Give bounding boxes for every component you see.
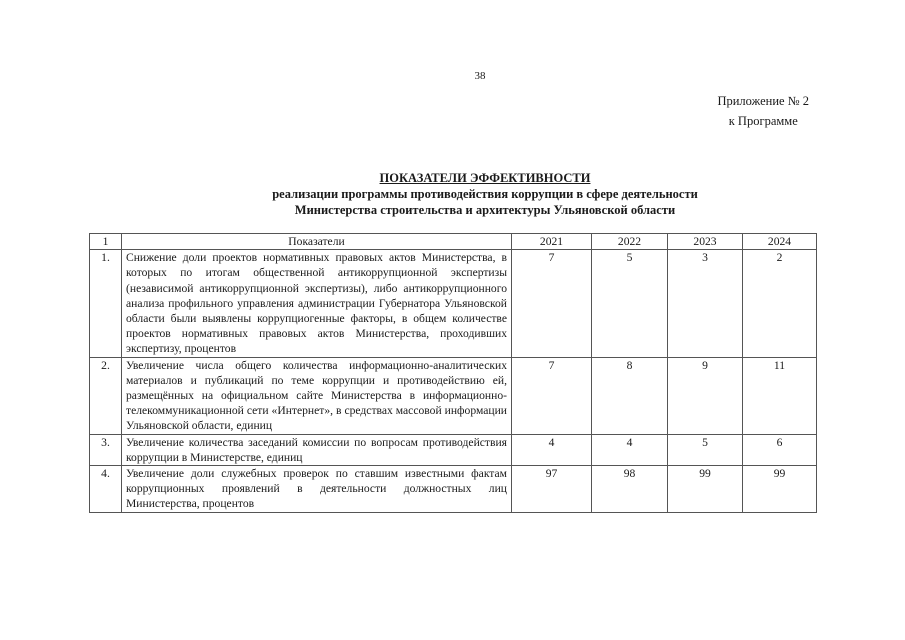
table-header-row — [90, 234, 817, 250]
value-2024: 2 — [743, 250, 817, 357]
value-2024: 6 — [743, 434, 817, 465]
appendix-line-1: Приложение № 2 — [717, 94, 809, 108]
value-2021: 7 — [512, 250, 592, 357]
value-2021: 97 — [512, 466, 592, 513]
header-cell: 1 — [90, 234, 122, 250]
table-row — [90, 434, 817, 465]
header-cell: 2022 — [592, 234, 668, 250]
value-2023: 9 — [668, 357, 743, 434]
appendix-line-2: к Программе — [728, 114, 798, 128]
header-cell: Показатели — [122, 234, 512, 250]
value-2021: 4 — [512, 434, 592, 465]
value-2022: 8 — [592, 357, 668, 434]
row-number: 2. — [90, 357, 122, 434]
row-number: 3. — [90, 434, 122, 465]
indicator-text: Увеличение количества заседаний комиссии по вопросам противодействия коррупции в Министерстве, единиц — [122, 434, 512, 465]
indicator-text: Увеличение числа общего количества информационно-аналитических материалов и публикаций по теме коррупции и противодействию ей, размещённых на официальном сайте Министерства в информационно-телекоммуникационной сети «Интернет», в средствах массовой информации Ульяновской области, единиц — [122, 357, 512, 434]
value-2022: 5 — [592, 250, 668, 357]
header-cell: 2021 — [512, 234, 592, 250]
title-line-3: Министерства строительства и архитектуры Ульяновской области — [294, 203, 676, 217]
value-2023: 3 — [668, 250, 743, 357]
indicators-table — [89, 233, 817, 513]
row-number: 1. — [90, 250, 122, 357]
value-2024: 99 — [743, 466, 817, 513]
value-2024: 11 — [743, 357, 817, 434]
value-2022: 4 — [592, 434, 668, 465]
title-line-1: ПОКАЗАТЕЛИ ЭФФЕКТИВНОСТИ — [379, 171, 591, 185]
title-line-2: реализации программы противодействия коррупции в сфере деятельности — [272, 187, 698, 201]
row-number: 4. — [90, 466, 122, 513]
header-cell: 2024 — [743, 234, 817, 250]
header-cell: 2023 — [668, 234, 743, 250]
table-row — [90, 357, 817, 434]
indicator-text: Увеличение доли служебных проверок по ставшим известными фактам коррупционных проявлений в деятельности должностных лиц Министерства, процентов — [122, 466, 512, 513]
value-2022: 98 — [592, 466, 668, 513]
value-2021: 7 — [512, 357, 592, 434]
document-title — [200, 170, 770, 218]
appendix-note — [717, 91, 809, 131]
table-row — [90, 250, 817, 357]
value-2023: 5 — [668, 434, 743, 465]
table-row — [90, 466, 817, 513]
value-2023: 99 — [668, 466, 743, 513]
page-number: 38 — [474, 70, 486, 82]
indicator-text: Снижение доли проектов нормативных правовых актов Министерства, в которых по итогам общественной антикоррупционной экспертизы (независимой антикоррупционной экспертизы), либо антикоррупционного анализа профильного управления администрации Губернатора Ульяновской области были выявлены коррупциогенные факторы, в общем количестве проектов нормативных правовых актов Министерства, проходивших экспертизу, процентов — [122, 250, 512, 357]
